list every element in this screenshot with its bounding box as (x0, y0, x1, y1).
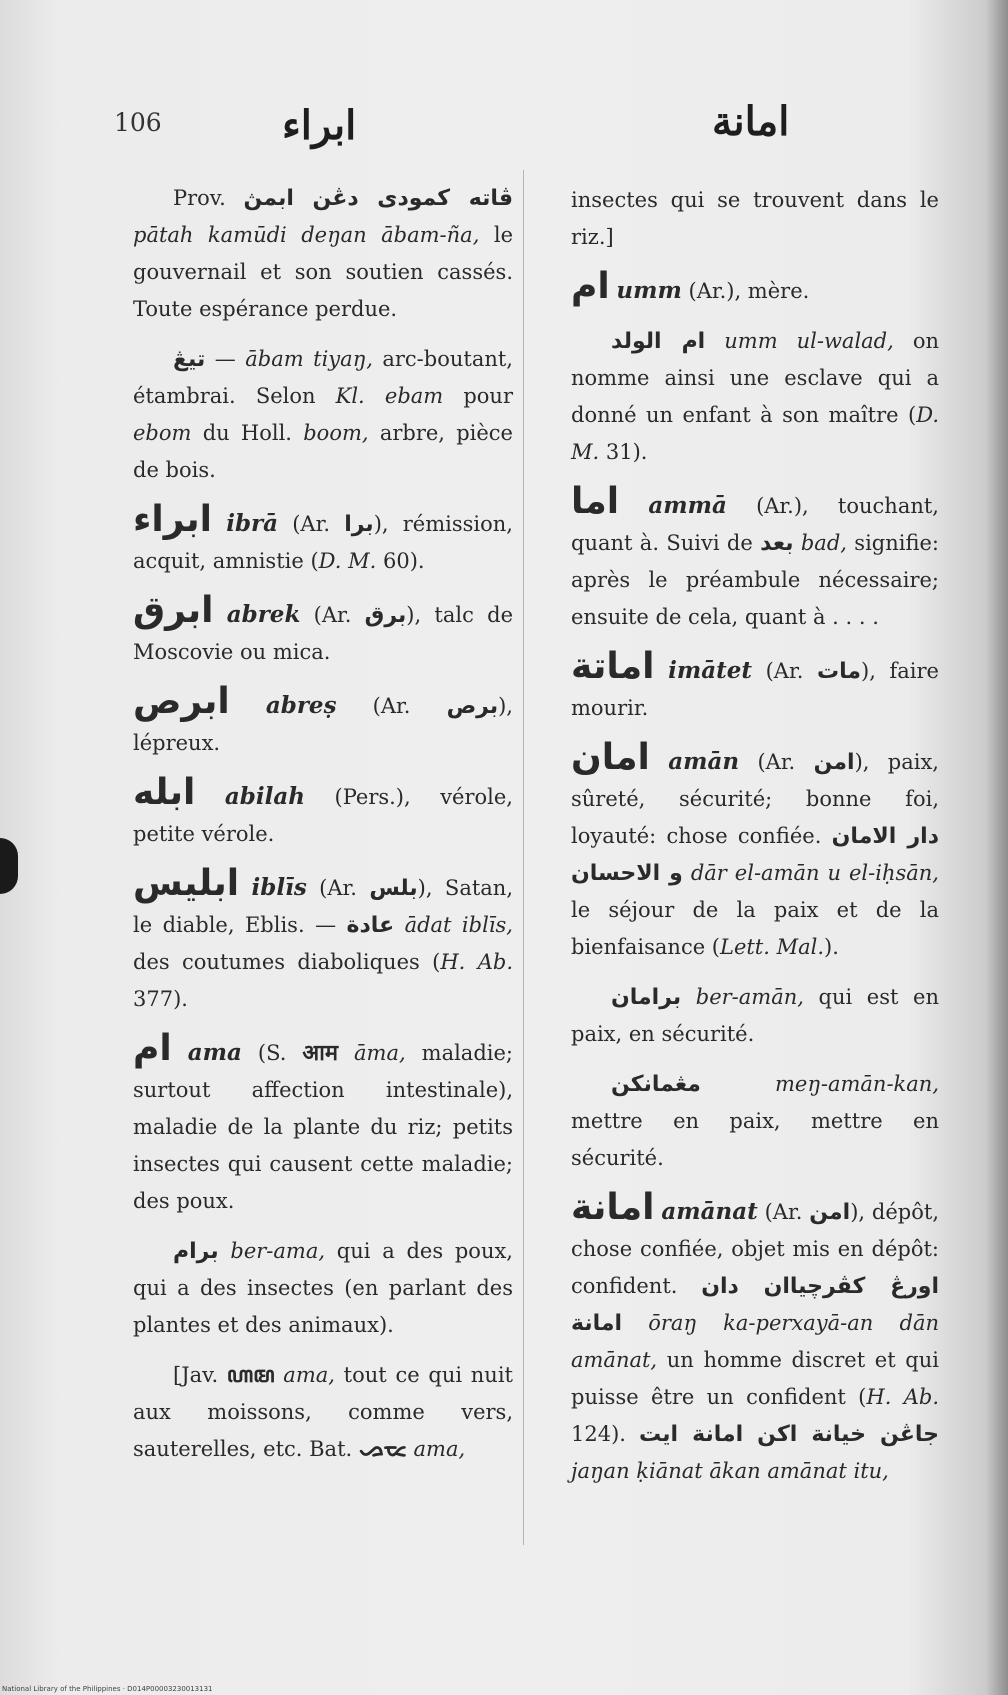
entry-text: pour (443, 384, 513, 408)
headword-transliteration: imātet (668, 657, 752, 684)
entry-text: ), rémission, acquit, amnistie ( (133, 512, 513, 573)
headword-arabic: ام (571, 266, 610, 307)
dictionary-entry (133, 1357, 513, 1468)
entry-text (655, 659, 669, 683)
entry-text: 124). (571, 1422, 639, 1446)
entry-text: ), Satan, le diable, Eblis. — (133, 876, 513, 937)
entry-text (701, 1072, 775, 1096)
dictionary-entry (571, 979, 939, 1053)
entry-text (239, 876, 251, 900)
italic-text: Kl. (335, 384, 365, 408)
arabic-script: اورڠ كڤرچياان دان امانة (571, 1274, 939, 1336)
entry-text: (Ar. (336, 694, 447, 718)
entry-text: signifie: après le préambule nécessaire; ensuite de cela, quant à . . . . (571, 531, 939, 629)
headword-arabic: امانة (571, 1187, 655, 1228)
italic-text: umm ul-walad, (724, 329, 894, 353)
entry-text: ). (824, 935, 839, 959)
dictionary-entry (571, 481, 939, 636)
entry-text: (Ar. (306, 876, 370, 900)
entry-text: (S. (241, 1041, 303, 1065)
dictionary-entry (133, 590, 513, 671)
italic-text: ber-ama, (230, 1239, 326, 1263)
dictionary-entry (133, 772, 513, 853)
italic-text: Lett. Mal. (720, 935, 825, 959)
arabic-script: جاڠن خيانة اكن امانة ايت (639, 1422, 939, 1447)
dictionary-entry (133, 341, 513, 489)
entry-text: Prov. (173, 186, 244, 210)
arabic-script: برص (446, 694, 499, 719)
headword-arabic: اما (571, 481, 620, 522)
running-head-left: ابراء (282, 102, 357, 149)
entry-text (705, 329, 724, 353)
headword-arabic: ام (133, 1028, 172, 1069)
italic-text: D. M. (318, 549, 377, 573)
arabic-script: بعد (760, 531, 794, 556)
headword-arabic: ابليس (133, 863, 240, 904)
entry-text: (Ar. (751, 659, 817, 683)
arabic-script: برق (364, 603, 407, 628)
entry-text (219, 1239, 231, 1263)
entry-text (407, 1437, 414, 1461)
headword-transliteration: abilah (224, 783, 305, 810)
italic-text: ebom (133, 421, 192, 445)
arabic-script: دار الامان و الاحسان (571, 824, 939, 886)
column-divider (523, 170, 524, 1545)
dictionary-entry (571, 266, 939, 310)
right-column (571, 182, 939, 1503)
entry-text (195, 785, 225, 809)
entry-text: (Ar. (757, 1200, 810, 1224)
italic-text: ama, (283, 1363, 335, 1387)
entry-text: ), dépôt, chose confiée, objet mis en dépôt: confident. (571, 1200, 939, 1298)
arabic-script: برامان (611, 985, 682, 1010)
entry-text (338, 1041, 354, 1065)
page-edge-shadow (986, 0, 1008, 1695)
entry-text: du Holl. (191, 421, 304, 445)
italic-text: ber-amān, (695, 985, 804, 1009)
entry-text: ), paix, sûreté, sécurité; bonne foi, loyauté: chose confiée. (571, 750, 939, 848)
headword-arabic: ابله (133, 772, 196, 813)
italic-text: D. M. (571, 403, 939, 464)
entry-text (213, 603, 226, 627)
dictionary-entry (571, 1187, 940, 1490)
entry-text: 31). (599, 440, 648, 464)
entry-text: on nomme ainsi une esclave qui a donné un enfant à son maître ( (571, 329, 939, 427)
dictionary-entry (571, 646, 939, 727)
headword-transliteration: ammā (648, 492, 727, 519)
left-column (133, 180, 513, 1481)
headword-transliteration: abreṣ (265, 692, 337, 719)
arabic-script: مات (817, 659, 861, 684)
headword-arabic: ابرص (133, 681, 230, 722)
dictionary-entry (571, 1066, 939, 1177)
entry-text: 377). (133, 987, 188, 1011)
entry-text: ), faire mourir. (571, 659, 939, 720)
entry-text (275, 1363, 284, 1387)
entry-text: des coutumes diaboliques ( (133, 950, 441, 974)
dictionary-entry (133, 1233, 513, 1344)
entry-text (681, 985, 696, 1009)
italic-text: ama, (413, 1437, 466, 1461)
headword-arabic: امان (571, 737, 650, 778)
arabic-script: بلس (369, 876, 418, 901)
entry-text (622, 1311, 648, 1335)
dictionary-entry (133, 863, 514, 1018)
italic-text: bad, (800, 531, 847, 555)
entry-text: maladie; surtout affection intestinale), maladie de la plante du riz; petits insectes qui causent cette maladie; des poux. (133, 1041, 513, 1213)
italic-text: H. Ab. (440, 950, 514, 974)
entry-text: 60). (376, 549, 425, 573)
italic-text: āma, (354, 1041, 406, 1065)
headword-arabic: ابراء (133, 499, 212, 540)
dictionary-entry (133, 681, 513, 762)
italic-text: ebam (384, 384, 444, 408)
italic-text: ābam tiyaŋ, (245, 347, 373, 371)
entry-text (230, 694, 266, 718)
entry-text: mettre en paix, mettre en sécurité. (571, 1109, 939, 1170)
headword-arabic: اماتة (571, 646, 655, 687)
entry-text (619, 494, 648, 518)
entry-text (172, 1041, 188, 1065)
entry-text: qui est en paix, en sécurité. (571, 985, 939, 1046)
running-head-right: امانة (712, 98, 790, 145)
headword-transliteration: iblīs (251, 874, 307, 901)
entry-text: (Ar. (278, 512, 345, 536)
headword-transliteration: abrek (226, 601, 301, 628)
arabic-script: امن (813, 750, 855, 775)
page-number: 106 (114, 108, 162, 137)
arabic-script: عادة (346, 913, 395, 938)
entry-text: (Ar.), mère. (681, 279, 810, 303)
italic-text: meŋ-amān-kan, (775, 1072, 939, 1096)
headword-transliteration: umm (616, 277, 682, 304)
italic-text: H. Ab. (866, 1385, 940, 1409)
entry-text: (Ar.), touchant, quant à. Suivi de (571, 494, 939, 555)
entry-text (683, 861, 691, 885)
entry-text: le gouvernail et son soutien cassés. Toute espérance perdue. (133, 223, 513, 321)
arabic-script: برام (173, 1239, 219, 1264)
entry-text: insectes qui se trouvent dans le riz.] (571, 188, 939, 249)
arabic-script: ام الولد (611, 329, 706, 354)
entry-text: qui a des poux, qui a des insectes (en parlant des plantes et des animaux). (133, 1239, 513, 1337)
italic-text: boom, (303, 421, 369, 445)
italic-text: pātah kamūdi deŋan ābam-ña, (133, 223, 480, 247)
entry-text: (Ar. (300, 603, 365, 627)
entry-text (212, 512, 226, 536)
arabic-script: आम (302, 1041, 339, 1066)
dictionary-entry (133, 499, 513, 580)
headword-arabic: ابرق (133, 590, 214, 631)
entry-text: (Ar. (739, 750, 814, 774)
entry-text: ), talc de Moscovie ou mica. (133, 603, 513, 664)
scan-footer: National Library of the Philippines · D014P00003230013131 (2, 1685, 213, 1693)
italic-text: dār el-amān u el-iḥsān, (690, 861, 939, 885)
headword-transliteration: ama (187, 1039, 242, 1066)
italic-text: jaŋan ḳiānat ākan amānat itu, (571, 1459, 889, 1483)
entry-text: un homme discret et qui puisse être un confident ( (571, 1348, 939, 1409)
arabic-script: مڠمانكن (611, 1072, 701, 1097)
entry-text (394, 913, 404, 937)
entry-text: arbre, pièce de bois. (133, 421, 513, 482)
entry-text (650, 750, 668, 774)
dictionary-entry (133, 1028, 513, 1220)
headword-transliteration: ibrā (226, 510, 279, 537)
arabic-script: ᯀᯔ (358, 1437, 407, 1462)
entry-text (794, 531, 801, 555)
dictionary-entry (571, 182, 939, 256)
arabic-script: ꦲꦩ (226, 1363, 275, 1388)
italic-text: ōraŋ ka-perxayā-an dān amānat, (571, 1311, 939, 1372)
arabic-script: تيڠ (173, 347, 206, 372)
dictionary-entry (571, 323, 939, 471)
entry-text (365, 384, 385, 408)
entry-text: (Pers.), vérole, petite vérole. (133, 785, 513, 846)
entry-text: [Jav. (173, 1363, 227, 1387)
arabic-script: برا (344, 512, 374, 537)
italic-text: ādat iblīs, (404, 913, 513, 937)
entry-text: ), lépreux. (133, 694, 513, 755)
ink-blot (0, 838, 18, 894)
dictionary-entry (133, 180, 513, 328)
entry-text: le séjour de la paix et de la bienfaisance ( (571, 898, 939, 959)
entry-text: — (205, 347, 246, 371)
entry-text: tout ce qui nuit aux moissons, comme vers, sauterelles, etc. Bat. (133, 1363, 513, 1461)
dictionary-entry (571, 737, 939, 966)
arabic-script: امن (809, 1200, 851, 1225)
arabic-script: ڤاته كمودى دڠن ابمڽ (243, 186, 513, 211)
headword-transliteration: amānat (661, 1198, 758, 1225)
headword-transliteration: amān (668, 748, 740, 775)
entry-text: arc-boutant, étambrai. Selon (133, 347, 513, 408)
